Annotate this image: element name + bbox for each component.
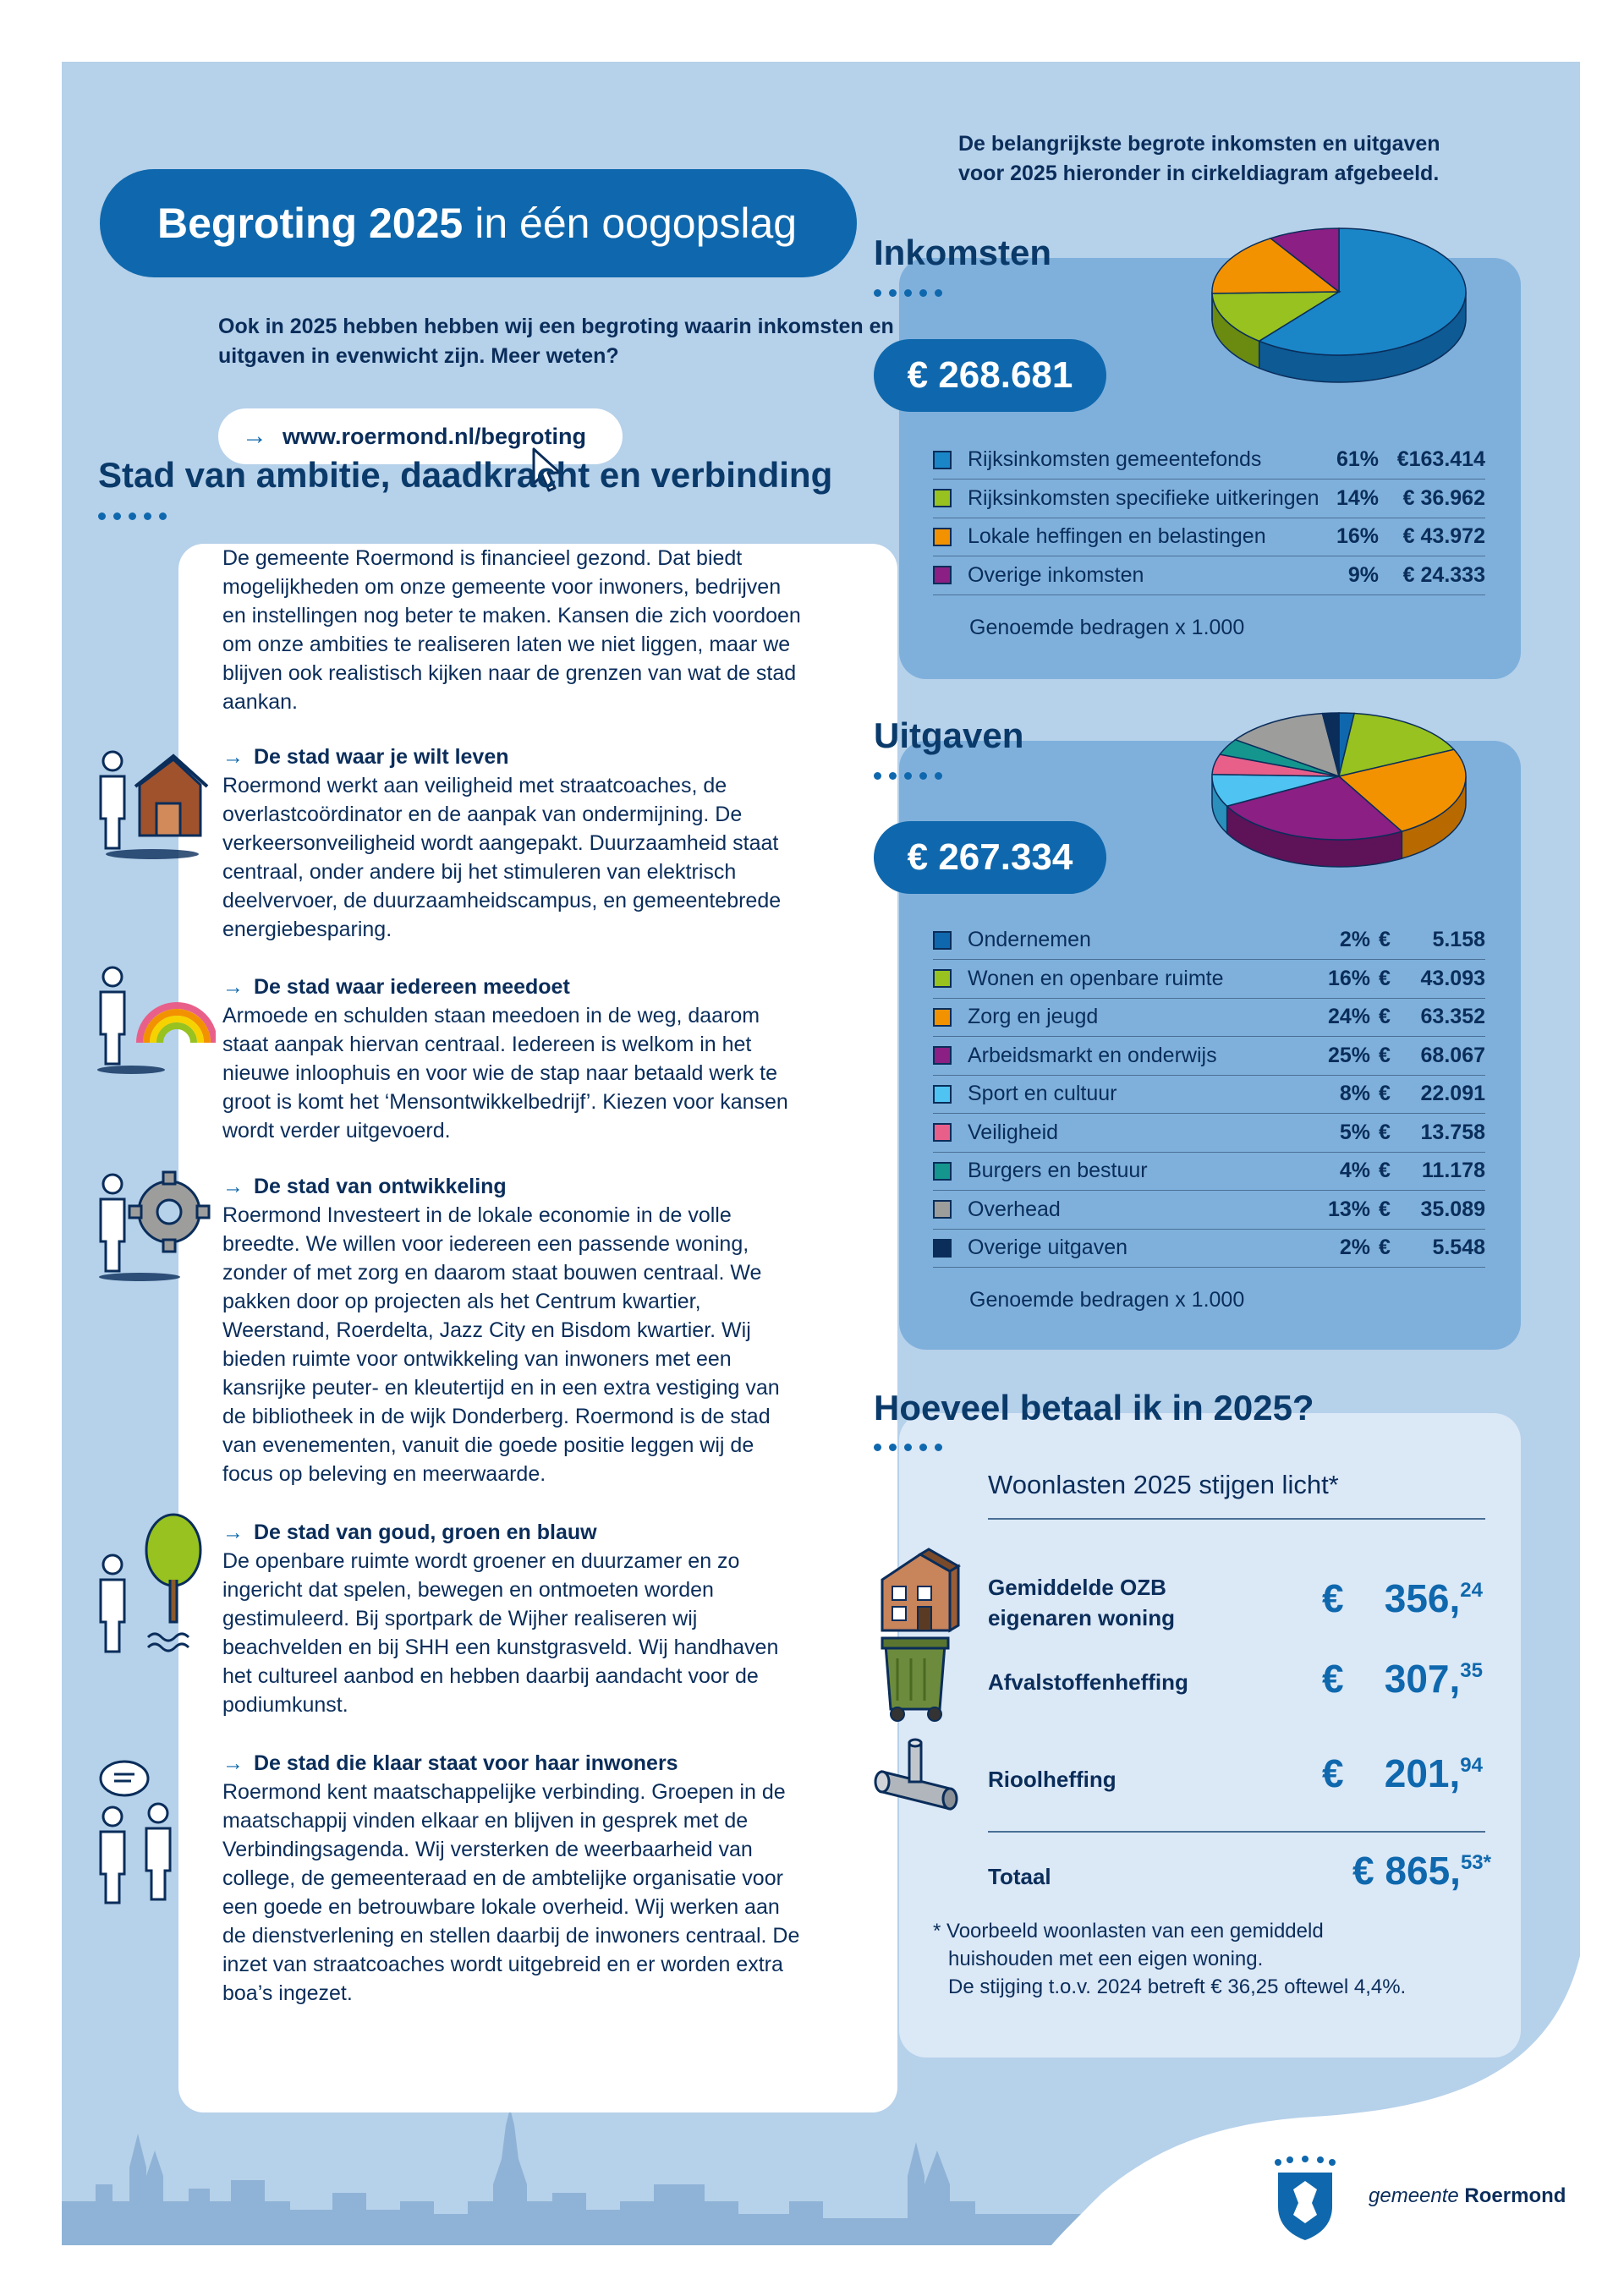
legend-percent: 2%	[1339, 1236, 1370, 1259]
page-title	[100, 169, 857, 277]
legend-percent: 24%	[1327, 1005, 1370, 1028]
person-house-icon	[89, 734, 216, 861]
legend-percent: 9%	[1347, 562, 1379, 587]
legend-percent: 5%	[1339, 1120, 1370, 1144]
title-rest: in één oogopslag	[475, 200, 798, 247]
website-url: www.roermond.nl/begroting	[283, 423, 586, 449]
income-pie-chart	[1195, 224, 1483, 402]
income-dots	[874, 289, 942, 297]
ozb-amount: € 356,24	[1322, 1576, 1483, 1620]
legend-row	[933, 1191, 1485, 1230]
legend-swatch	[933, 1085, 952, 1104]
legend-value: 22.091	[1420, 1082, 1485, 1105]
legend-swatch	[933, 1046, 952, 1065]
legend-percent: 61%	[1336, 447, 1379, 471]
section-3-title: → De stad van ontwikkeling	[222, 1175, 507, 1198]
waste-bin-icon	[874, 1633, 967, 1726]
total-amount: € 865,$^{53*}$	[1352, 1849, 1491, 1893]
person-tree-icon	[89, 1512, 216, 1664]
payment-subtitle: Woonlasten 2025 stijgen licht*	[988, 1470, 1339, 1499]
intro-text: Ook in 2025 hebben hebben wij een begroting waarin inkomsten en uitgaven in evenwicht zijn. Meer weten?	[218, 315, 894, 368]
legend-percent: 14%	[1336, 485, 1379, 510]
legend-euro: €	[1379, 1197, 1391, 1221]
legend-row	[933, 1152, 1485, 1191]
legend-value: 43.093	[1420, 966, 1485, 990]
legend-value: 35.089	[1420, 1197, 1485, 1221]
section-5-title: → De stad die klaar staat voor haar inwoners	[222, 1751, 678, 1775]
legend-swatch	[933, 1123, 952, 1142]
legend-swatch	[933, 969, 952, 988]
expenses-dots	[874, 772, 942, 780]
legend-value: €163.414	[1396, 447, 1485, 471]
person-gear-icon	[89, 1157, 216, 1284]
waste-label: Afvalstoffenheffing	[988, 1669, 1188, 1695]
section-5-text: Roermond kent maatschappelijke verbinding. Groepen in de maatschappij vinden elkaar en blijven in gesprek met de Verbindingsagenda. Wij versterken de weerbaarheid van college, de gemeenteraad en de ambtelijke organisatie voor een goede en betrouwbare lokale overheid. Wij werken aan de dienstverlening en stellen daarbij de inwoners centraal. De inzet van straatcoaches wordt uitgebreid en er worden extra boa’s ingezet.	[222, 1780, 800, 2005]
legend-euro: €	[1379, 1005, 1391, 1028]
legend-euro: €	[1379, 1043, 1391, 1067]
arrow-right-icon: →	[242, 422, 267, 450]
legend-row	[933, 441, 1485, 479]
legend-swatch	[933, 566, 952, 584]
legend-label: Burgers en bestuur	[968, 1159, 1148, 1182]
legend-swatch	[933, 931, 952, 950]
legend-percent: 4%	[1339, 1159, 1370, 1182]
org-name: gemeente Roermond	[1369, 2184, 1566, 2207]
legend-value: 11.178	[1421, 1159, 1485, 1182]
legend-euro: €	[1379, 1082, 1391, 1105]
legend-swatch	[933, 528, 952, 546]
title-bold: Begroting 2025	[157, 200, 464, 247]
section-4-title: → De stad van goud, groen en blauw	[222, 1521, 597, 1544]
heading-dots	[98, 512, 167, 520]
legend-row	[933, 960, 1485, 999]
left-heading: Stad van ambitie, daadkracht en verbinding	[98, 455, 833, 495]
legend-value: 68.067	[1420, 1043, 1485, 1067]
background-panel	[62, 62, 1580, 2245]
expenses-heading: Uitgaven	[874, 715, 1024, 755]
legend-row	[933, 998, 1485, 1037]
legend-label: Ondernemen	[968, 928, 1091, 951]
legend-label: Zorg en jeugd	[968, 1005, 1099, 1028]
legend-value: 13.758	[1420, 1120, 1485, 1144]
legend-swatch	[933, 1200, 952, 1219]
legend-euro: €	[1379, 1159, 1391, 1182]
payment-heading: Hoeveel betaal ik in 2025?	[874, 1388, 1314, 1427]
legend-label: Overige uitgaven	[968, 1236, 1128, 1259]
section-1-title: → De stad waar je wilt leven	[222, 745, 509, 769]
payment-dots	[874, 1444, 942, 1451]
legend-euro: €	[1379, 928, 1391, 951]
ozb-label: Gemiddelde OZB eigenaren woning	[988, 1575, 1176, 1630]
legend-label: Veiligheid	[968, 1120, 1059, 1144]
payment-divider-top	[988, 1518, 1485, 1520]
legend-label: Lokale heffingen en belastingen	[968, 524, 1266, 548]
legend-percent: 25%	[1327, 1043, 1370, 1067]
section-4-text: De openbare ruimte wordt groener en duurzamer en zo ingericht dat spelen, bewegen en ontmoeten worden gestimuleerd. Bij sportpark de Wijher realiseren wij beachvelden en bij SHH een kunstgrasveld. Wij handhaven het cultureel aanbod en hebben daarbij aandacht voor de podiumkunst.	[222, 1549, 779, 1717]
legend-label: Arbeidsmarkt en onderwijs	[968, 1043, 1217, 1067]
person-rainbow-icon	[89, 958, 216, 1077]
section-3-text: Roermond Investeert in de lokale economie in de volle breedte. We willen voor iedereen een passende woning, zonder of met zorg en daarom staat bouwen centraal. We pakken door op projecten als het Centrum kwartier, Weerstand, Roerdelta, Jazz City en Bisdom kwartier. Wij bieden ruimte voor ontwikkeling van inwoners met een kansrijke peuter- en kleutertijd en in een extra vestiging van de bibliotheek in de wijk Donderberg. Roermond is de stad van evenementen, vanuit die goede positie leggen wij de focus op beleving en meerwaarde.	[222, 1203, 780, 1486]
legend-row	[933, 518, 1485, 556]
roermond-crest-logo	[1271, 2156, 1339, 2244]
legend-euro: €	[1379, 1236, 1391, 1259]
sewer-pipe-icon	[874, 1738, 967, 1814]
expenses-note: Genoemde bedragen x 1.000	[969, 1288, 1245, 1312]
right-intro: De belangrijkste begrote inkomsten en uitgaven voor 2025 hieronder in cirkeldiagram afgebeeld.	[958, 132, 1440, 185]
people-talking-icon	[89, 1757, 216, 1910]
legend-value: 63.352	[1420, 1005, 1485, 1028]
total-label: Totaal	[988, 1864, 1051, 1889]
legend-label: Overhead	[968, 1197, 1061, 1221]
house-icon	[874, 1546, 967, 1639]
legend-percent: 8%	[1339, 1082, 1370, 1105]
payment-divider-bottom	[988, 1831, 1485, 1833]
legend-swatch	[933, 1008, 952, 1027]
legend-label: Rijksinkomsten gemeentefonds	[968, 447, 1262, 471]
expenses-pie-chart	[1195, 709, 1483, 886]
legend-row	[933, 1037, 1485, 1076]
legend-percent: 13%	[1327, 1197, 1370, 1221]
section-1-text: Roermond werkt aan veiligheid met straatcoaches, de overlastcoördinator en de aanpak van ondermijning. De verkeersonveiligheid wordt aangepakt. Duurzaamheid staat centraal, onder andere bij het stimuleren van elektrisch deelvervoer, de duurzaamheidscampus, en gemeentebrede energiebesparing.	[222, 774, 782, 941]
legend-percent: 16%	[1327, 966, 1370, 990]
income-heading: Inkomsten	[874, 233, 1052, 272]
income-legend	[933, 441, 1491, 610]
expenses-legend	[933, 921, 1491, 1276]
legend-value: 5.548	[1432, 1236, 1485, 1259]
legend-percent: 16%	[1336, 524, 1379, 548]
legend-value: € 24.333	[1402, 562, 1485, 587]
legend-label: Overige inkomsten	[968, 562, 1144, 587]
legend-label: Rijksinkomsten specifieke uitkeringen	[968, 485, 1320, 510]
section-2-title: → De stad waar iedereen meedoet	[222, 975, 570, 999]
waste-amount: € 307,35	[1322, 1657, 1483, 1701]
legend-row	[933, 556, 1485, 595]
legend-euro: €	[1379, 1120, 1391, 1144]
legend-percent: 2%	[1339, 928, 1370, 951]
legend-swatch	[933, 1162, 952, 1181]
sewer-amount: € 201,94	[1322, 1751, 1483, 1795]
payment-footnote: * Voorbeeld woonlasten van een gemiddeld huishouden met een eigen woning. De stijging t.o.v. 2024 betreft € 36,25 oftewel 4,4%.	[933, 1920, 1407, 1998]
legend-swatch	[933, 451, 952, 469]
sewer-label: Rioolheffing	[988, 1767, 1116, 1792]
legend-label: Wonen en openbare ruimte	[968, 966, 1224, 990]
legend-euro: €	[1379, 966, 1391, 990]
income-note: Genoemde bedragen x 1.000	[969, 616, 1245, 639]
legend-value: € 36.962	[1402, 485, 1485, 510]
legend-swatch	[933, 489, 952, 507]
legend-row	[933, 921, 1485, 960]
legend-value: € 43.972	[1402, 524, 1485, 548]
legend-row	[933, 1075, 1485, 1114]
legend-label: Sport en cultuur	[968, 1082, 1117, 1105]
legend-row	[933, 1114, 1485, 1153]
left-intro: De gemeente Roermond is financieel gezond. Dat biedt mogelijkheden om onze gemeente voor inwoners, bedrijven en instellingen nog beter te maken. Kansen die zich voordoen om onze ambities te realiseren laten we niet liggen, maar we blijven ook realistisch kijken naar de grenzen van wat de stad aankan.	[222, 546, 801, 714]
income-total: € 268.681	[874, 339, 1106, 412]
section-2-text: Armoede en schulden staan meedoen in de weg, daarom staat aanpak hiervan centraal. Iedereen is welkom in het nieuwe inloophuis en voor wie de stap naar betaald werk te groot is komt het ‘Mensontwikkelbedrijf’. Kiezen voor kansen wordt verder uitgevoerd.	[222, 1004, 788, 1143]
legend-value: 5.158	[1432, 928, 1485, 951]
legend-row	[933, 479, 1485, 518]
legend-row	[933, 1229, 1485, 1268]
expenses-total: € 267.334	[874, 821, 1106, 894]
legend-swatch	[933, 1239, 952, 1258]
